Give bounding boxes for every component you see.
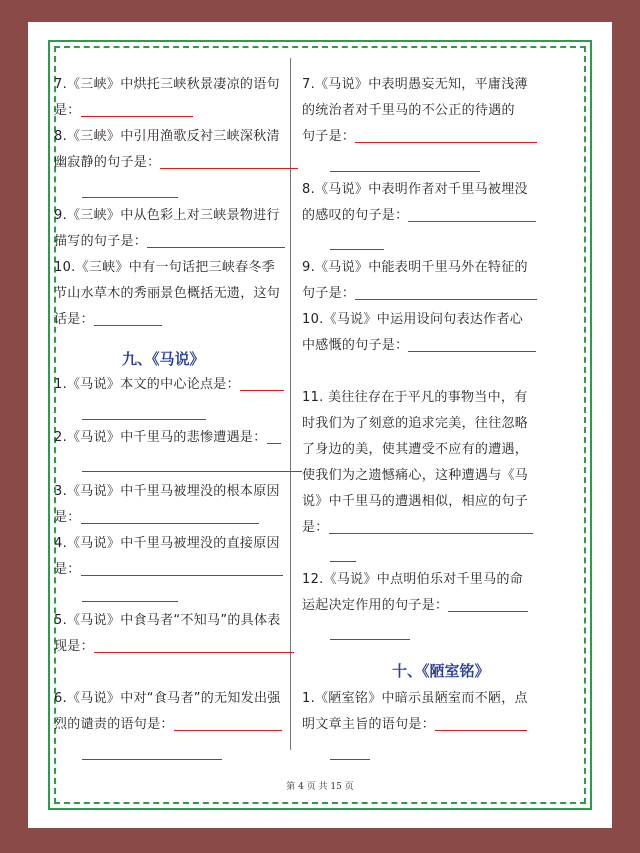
question-line: 7.《马说》中表明愚妄无知，平庸浅薄 [302, 77, 528, 92]
answer-blank[interactable] [82, 600, 178, 602]
answer-blank[interactable] [82, 196, 178, 198]
question-line: 5.《马说》中食马者“不知马”的具体表 [54, 613, 281, 628]
question-line: 1.《陋室铭》中暗示虽陋室而不陋，点 [302, 691, 528, 706]
answer-blank[interactable] [267, 429, 281, 444]
question-line: 11. 美往往存在于平凡的事物当中，有 [302, 390, 528, 405]
answer-blank[interactable] [355, 285, 537, 300]
answer-blank[interactable] [329, 519, 533, 534]
answer-blank[interactable] [81, 102, 193, 117]
question-line: 节山水草木的秀丽景色概括无遗，这句 [54, 286, 281, 301]
answer-blank[interactable] [408, 207, 536, 222]
answer-blank[interactable] [408, 337, 536, 352]
section-heading-ma-shuo: 九、《马说》 [122, 350, 205, 368]
answer-blank[interactable] [174, 716, 282, 731]
answer-blank[interactable] [160, 154, 298, 169]
question-line: 运起决定作用的句子是： [302, 593, 528, 619]
question-line: 是： [54, 505, 259, 531]
answer-blank[interactable] [94, 311, 162, 326]
answer-blank[interactable] [355, 128, 537, 143]
answer-blank[interactable] [330, 758, 370, 760]
question-line: 7.《三峡》中烘托三峡秋景凄凉的语句 [54, 77, 280, 92]
answer-blank[interactable] [330, 638, 410, 640]
question-line: 是： [54, 557, 283, 583]
question-line: 6.《马说》中对“食马者”的无知发出强 [54, 691, 281, 706]
question-line: 说》中千里马的遭遇相似，相应的句子 [302, 494, 529, 509]
question-line: 句子是： [302, 124, 537, 150]
question-line: 10.《三峡》中有一句话把三峡春冬季 [54, 260, 276, 275]
question-line: 1.《马说》本文的中心论点是： [54, 372, 284, 398]
question-line: 的统治者对千里马的不公正的待遇的 [302, 103, 515, 118]
answer-blank[interactable] [82, 418, 206, 420]
question-line: 8.《马说》中表明作者对千里马被埋没 [302, 182, 528, 197]
question-line: 幽寂静的句子是： [54, 150, 298, 176]
question-line: 时我们为了刻意的追求完美，往往忽略 [302, 416, 529, 431]
question-line: 9.《三峡》中从色彩上对三峡景物进行 [54, 208, 280, 223]
question-line: 10.《马说》中运用设问句表达作者心 [302, 312, 524, 327]
question-line: 句子是： [302, 281, 537, 307]
question-line: 话是： [54, 307, 162, 333]
question-line: 是： [302, 515, 533, 541]
answer-blank[interactable] [82, 758, 222, 760]
answer-blank[interactable] [147, 233, 285, 248]
answer-blank[interactable] [94, 638, 294, 653]
question-line: 8.《三峡》中引用渔歌反衬三峡深秋清 [54, 129, 280, 144]
question-line: 使我们为之遗憾痛心，这种遭遇与《马 [302, 468, 529, 483]
question-line: 明文章主旨的语句是： [302, 712, 527, 738]
answer-blank[interactable] [330, 560, 356, 562]
question-line: 4.《马说》中千里马被埋没的直接原因 [54, 536, 280, 551]
question-line: 了身边的美，使其遭受不应有的遭遇， [302, 442, 529, 457]
question-line: 中感慨的句子是： [302, 333, 536, 359]
answer-blank[interactable] [330, 170, 480, 172]
answer-blank[interactable] [82, 470, 302, 472]
answer-blank[interactable] [448, 597, 528, 612]
question-line: 3.《马说》中千里马被埋没的根本原因 [54, 484, 280, 499]
question-line: 9.《马说》中能表明千里马外在特征的 [302, 260, 528, 275]
section-heading-lou-shi-ming: 十、《陋室铭》 [392, 662, 490, 680]
question-line: 现是： [54, 634, 294, 660]
question-line: 2.《马说》中千里马的悲惨遭遇是： [54, 425, 281, 451]
answer-blank[interactable] [330, 248, 384, 250]
answer-blank[interactable] [81, 509, 259, 524]
question-line: 12.《马说》中点明伯乐对千里马的命 [302, 572, 524, 587]
question-line: 的感叹的句子是： [302, 203, 536, 229]
question-line: 描写的句子是： [54, 229, 285, 255]
question-line: 烈的谴责的语句是： [54, 712, 282, 738]
answer-blank[interactable] [81, 561, 283, 576]
question-line: 是： [54, 98, 193, 124]
page-number: 第 4 页 共 15 页 [286, 782, 354, 792]
answer-blank[interactable] [435, 716, 527, 731]
answer-blank[interactable] [240, 376, 284, 391]
